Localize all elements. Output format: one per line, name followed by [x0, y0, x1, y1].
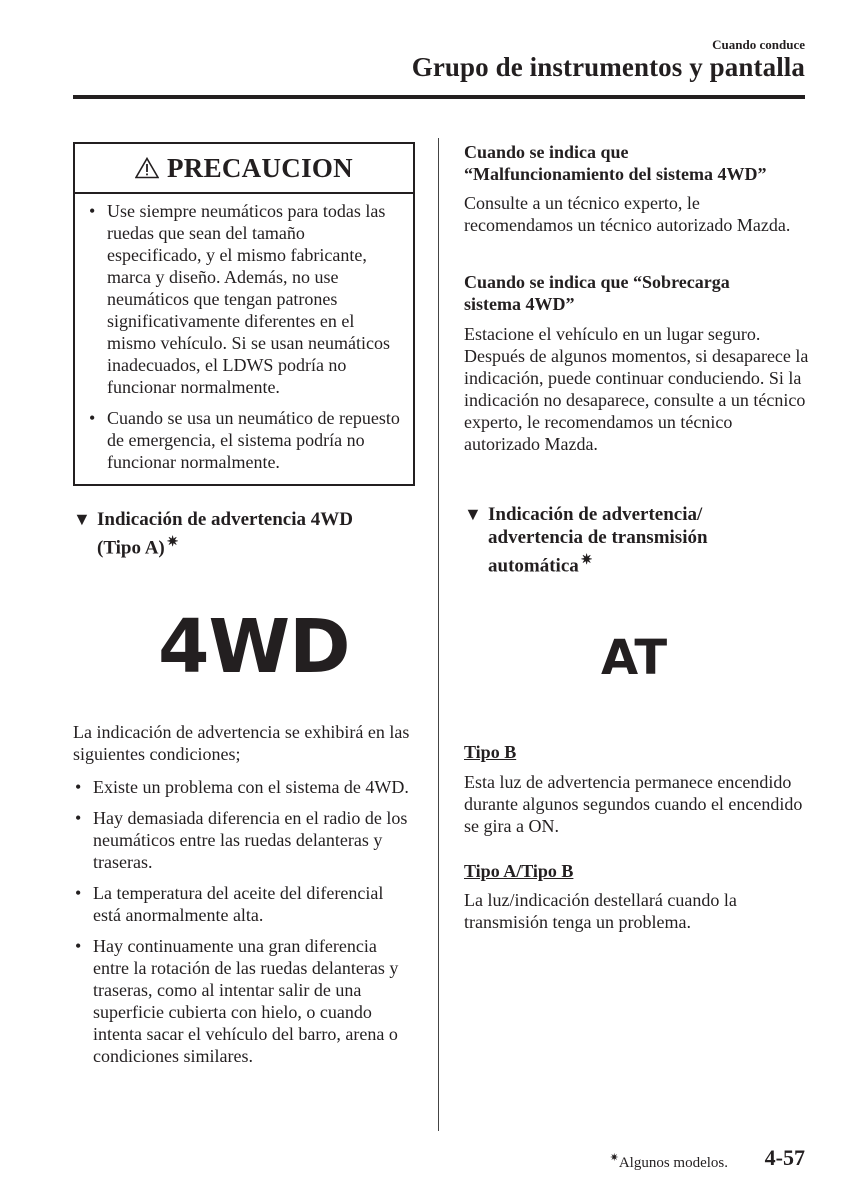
caution-box: [73, 142, 415, 486]
list-item: • Existe un problema con el sistema de 4WD.: [75, 777, 409, 797]
caution-title: PRECAUCION: [166, 152, 353, 183]
page-number: 4-57: [764, 1145, 805, 1170]
caution-list: [87, 200, 403, 482]
overload-heading: Cuando se indica que “Sobrecarga sistema 4WD”: [464, 272, 730, 314]
asterisk-mark: ✷: [609, 1152, 619, 1164]
at-warning-icon: AT: [601, 630, 668, 686]
malfunction-text: Consulte a un técnico experto, le recomendamos un técnico autorizado Mazda.: [464, 193, 791, 235]
list-item: • Hay demasiada diferencia en el radio de los neumáticos entre las ruedas delanteras y traseras.: [75, 808, 408, 872]
intro-text: La indicación de advertencia se exhibirá en las siguientes condiciones;: [73, 722, 410, 764]
4wd-warning-icon: 4WD: [158, 604, 350, 690]
tipo-ab-text: La luz/indicación destellará cuando la transmisión tenga un problema.: [464, 890, 737, 932]
list-item: • Cuando se usa un neumático de repuesto de emergencia, el sistema podría no funcionar normalmente.: [89, 408, 400, 472]
tipo-b-heading: Tipo B: [464, 742, 517, 762]
column-divider: [438, 138, 439, 1131]
tipo-ab-heading: Tipo A/Tipo B: [464, 861, 574, 881]
overload-text: Estacione el vehículo en un lugar seguro. Después de algunos momentos, si desaparece la indicación, puede continuar conduciendo. Si la indicación no desaparece, consulte a un técnico experto, le recomendamos un técnico autorizado Mazda.: [464, 324, 809, 454]
tipo-b-text: Esta luz de advertencia permanece encendido durante algunos segundos cuando el encendido se gira a ON.: [464, 772, 803, 836]
list-item: • Hay continuamente una gran diferencia entre la rotación de las ruedas delanteras y traseras, como al intentar salir de una superficie cubierta con hielo, o cuando intenta sacar el vehículo del barro, arena o condiciones similares.: [75, 936, 399, 1066]
triangle-down-icon: ▼: [73, 509, 91, 529]
conditions-list: [73, 776, 413, 1076]
list-item: • Use siempre neumáticos para todas las ruedas que sean del tamaño especificado, y el mismo fabricante, marca y diseño. Además, no use neumáticos que tengan patrones significativamente diferentes en el mismo vehículo. Si se usan neumáticos inadecuados, el LDWS podría no funcionar normalmente.: [89, 201, 390, 397]
header-rule: [73, 95, 805, 99]
warning-icon: [135, 157, 159, 179]
malfunction-heading: Cuando se indica que “Malfuncionamiento del sistema 4WD”: [464, 142, 767, 184]
asterisk-mark: ✷: [580, 553, 593, 568]
footnote: ✷Algunos modelos.: [609, 1152, 728, 1171]
page-title: Grupo de instrumentos y pantalla: [411, 52, 805, 82]
section-heading-at: ▼ Indicación de advertencia/ advertencia de transmisión automática ✷: [464, 504, 708, 577]
list-item: • La temperatura del aceite del diferencial está anormalmente alta.: [75, 883, 384, 925]
section-label: Cuando conduce: [712, 37, 805, 52]
triangle-down-icon: ▼: [464, 504, 482, 524]
caution-header: [75, 144, 413, 194]
section-heading-4wd: ▼ Indicación de advertencia 4WD (Tipo A) ✷: [73, 509, 353, 559]
asterisk-mark: ✷: [166, 535, 179, 550]
